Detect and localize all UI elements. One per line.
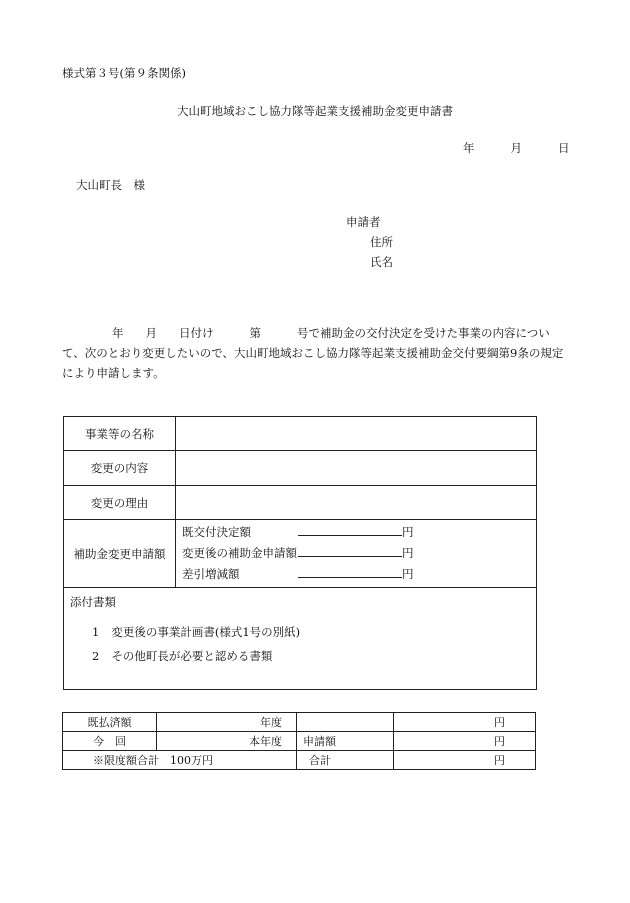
amount-unit: 円 <box>402 567 414 581</box>
limit-total-label: ※限度額合計 100万円 <box>63 751 297 770</box>
amount-row <box>182 522 536 543</box>
attachments-label: 添付書類 <box>70 595 116 609</box>
amount-row <box>182 543 536 564</box>
body-month: 月 <box>145 326 157 340</box>
change-content-label: 変更の内容 <box>64 451 176 486</box>
current-sub: 申請額 <box>297 732 394 751</box>
body-rest: 号で補助金の交付決定を受けた事業の内容につい <box>297 326 550 340</box>
change-reason-label: 変更の理由 <box>64 486 176 520</box>
date-day: 日 <box>558 141 570 155</box>
amount-unit: 円 <box>402 546 414 560</box>
total-label: 合計 <box>297 751 394 770</box>
date-year: 年 <box>463 141 475 155</box>
table-row <box>64 520 537 588</box>
attachment-num: 1 <box>92 625 100 639</box>
current-amount: 円 <box>394 732 536 751</box>
table-row <box>64 451 537 486</box>
project-name-label: 事業等の名称 <box>64 417 176 451</box>
date-line <box>463 140 570 156</box>
attachment-text: その他町長が必要と認める書類 <box>111 649 273 663</box>
page-title: 大山町地域おこし協力隊等起業支援補助金変更申請書 <box>177 104 453 118</box>
applicant-name: 氏名 <box>370 255 393 269</box>
amount-line[interactable] <box>298 567 402 578</box>
project-name-value[interactable] <box>176 417 537 451</box>
table-row <box>63 751 536 770</box>
current-year: 本年度 <box>157 732 297 751</box>
table-row <box>64 588 537 690</box>
amount-row <box>182 564 536 585</box>
applicant-label: 申請者 <box>346 215 381 229</box>
summary-table <box>62 712 536 770</box>
attachment-num: 2 <box>92 649 100 663</box>
paid-label: 既払済額 <box>63 713 157 732</box>
amount-row-label: 変更後の補助金申請額 <box>182 546 297 560</box>
amount-row-label: 差引増減額 <box>182 567 240 581</box>
attachment-item <box>70 648 530 664</box>
paid-amount: 円 <box>394 713 536 732</box>
change-reason-value[interactable] <box>176 486 537 520</box>
main-table <box>63 416 537 690</box>
body-dated: 日付け <box>179 326 214 340</box>
paid-sub <box>297 713 394 732</box>
attachments-cell <box>64 588 537 690</box>
date-month: 月 <box>510 141 522 155</box>
amount-unit: 円 <box>402 525 414 539</box>
body-line-3: により申請します。 <box>62 366 165 380</box>
total-amount: 円 <box>394 751 536 770</box>
body-line-2: て、次のとおり変更したいので、大山町地域おこし協力隊等起業支援補助金交付要綱第9条の規定 <box>62 346 564 360</box>
amount-line[interactable] <box>298 546 402 557</box>
body-year: 年 <box>112 326 124 340</box>
attachment-text: 変更後の事業計画書(様式1号の別紙) <box>111 625 301 639</box>
body-line-1 <box>112 325 550 341</box>
table-row <box>64 486 537 520</box>
table-row <box>63 732 536 751</box>
form-number: 様式第３号(第９条関係) <box>62 66 186 80</box>
addressee: 大山町長 様 <box>76 178 145 192</box>
amount-cell <box>176 520 537 588</box>
amount-line[interactable] <box>298 525 402 536</box>
applicant-address: 住所 <box>370 235 393 249</box>
table-row <box>63 713 536 732</box>
table-row <box>64 417 537 451</box>
attachment-item <box>70 624 530 640</box>
change-content-value[interactable] <box>176 451 537 486</box>
current-label: 今 回 <box>63 732 157 751</box>
amount-row-label: 既交付決定額 <box>182 525 251 539</box>
amount-label: 補助金変更申請額 <box>64 520 176 588</box>
paid-year: 年度 <box>157 713 297 732</box>
body-no: 第 <box>249 326 261 340</box>
